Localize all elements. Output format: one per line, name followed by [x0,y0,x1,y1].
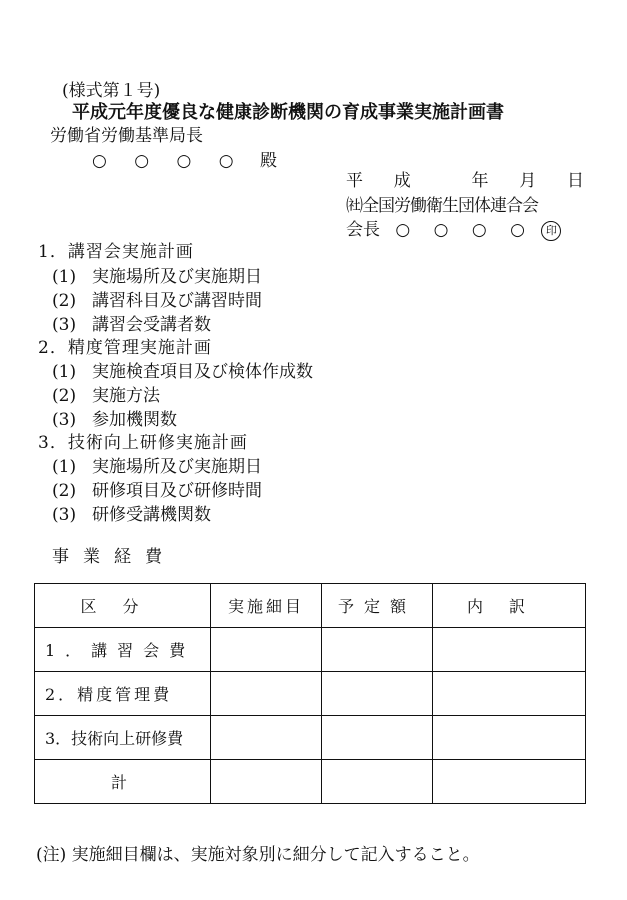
row-breakdown-cell[interactable] [433,672,586,716]
row-detail-cell[interactable] [211,760,322,804]
date-heisei-1: 平 [346,171,363,191]
addressee-name-circles: ○ ○ ○ ○ [92,151,245,171]
item-number: (1) [52,267,77,287]
row-category: 3．技術向上研修費 [35,716,211,760]
section-item [52,405,177,430]
row-category: 1．講習会費 [35,628,211,672]
row-breakdown-cell[interactable] [433,760,586,804]
row-amount-cell[interactable] [322,760,433,804]
form-number: (様式第１号) [62,81,161,101]
row-category: 2．精度管理費 [35,672,211,716]
item-number: (2) [52,386,77,406]
organization-name: ㈳全国労働衛生団体連合会 [346,196,538,216]
row-amount-cell[interactable] [322,628,433,672]
table-total-row [35,760,586,804]
row-amount-cell[interactable] [322,716,433,760]
addressee: 労働省労働基準局長 [50,126,203,146]
item-number: (1) [52,457,77,477]
section-item [52,476,262,501]
section-item [52,500,211,525]
item-number: (3) [52,410,77,430]
item-number: (3) [52,315,77,335]
date-day: 日 [567,171,584,191]
section-item [52,452,262,477]
item-number: (1) [52,362,77,382]
item-text: 実施場所及び実施期日 [92,457,262,477]
item-text: 実施場所及び実施期日 [92,267,262,287]
section-item [52,381,160,406]
item-text: 実施検査項目及び検体作成数 [92,362,313,382]
date-line [346,166,584,191]
date-year: 年 [471,171,489,191]
row-detail-cell[interactable] [211,672,322,716]
column-header-breakdown: 内訳 [433,584,586,628]
item-text: 研修受講機関数 [92,505,211,525]
expense-table [34,583,586,804]
row-breakdown-cell[interactable] [433,716,586,760]
table-row [35,716,586,760]
item-text: 講習科目及び講習時間 [92,291,262,311]
section-item [52,310,211,335]
president-name-circles: ○ ○ ○ ○ [395,220,534,240]
table-row [35,672,586,716]
president-label: 会長 [346,220,380,240]
column-header-amount: 予定額 [322,584,433,628]
section-title-3: 3．技術向上研修実施計画 [38,433,248,453]
item-number: (2) [52,481,77,501]
row-category-total: 計 [35,760,211,804]
row-detail-cell[interactable] [211,628,322,672]
president-line [346,215,561,241]
section-item [52,262,262,287]
section-item [52,357,313,382]
section-item [52,286,262,311]
section-title-1: 1．講習会実施計画 [38,242,194,262]
table-row [35,628,586,672]
item-text: 講習会受講者数 [92,315,211,335]
addressee-honorific: 殿 [259,151,277,171]
item-text: 実施方法 [92,386,160,406]
date-month: 月 [519,171,537,191]
row-detail-cell[interactable] [211,716,322,760]
footnote: (注) 実施細目欄は、実施対象別に細分して記入すること。 [36,845,480,865]
table-header-row [35,584,586,628]
item-text: 研修項目及び研修時間 [92,481,262,501]
section-title-2: 2．精度管理実施計画 [38,338,212,358]
item-number: (2) [52,291,77,311]
seal-icon: 印 [541,221,561,241]
item-text: 参加機関数 [92,410,177,430]
item-number: (3) [52,505,77,525]
date-heisei-2: 成 [393,171,411,191]
column-header-detail: 実施細目 [211,584,322,628]
column-header-category: 区分 [35,584,211,628]
document-title: 平成元年度優良な健康診断機関の育成事業実施計画書 [72,102,504,123]
addressee-name [92,146,277,171]
row-breakdown-cell[interactable] [433,628,586,672]
row-amount-cell[interactable] [322,672,433,716]
expense-heading: 事業経費 [52,547,176,567]
